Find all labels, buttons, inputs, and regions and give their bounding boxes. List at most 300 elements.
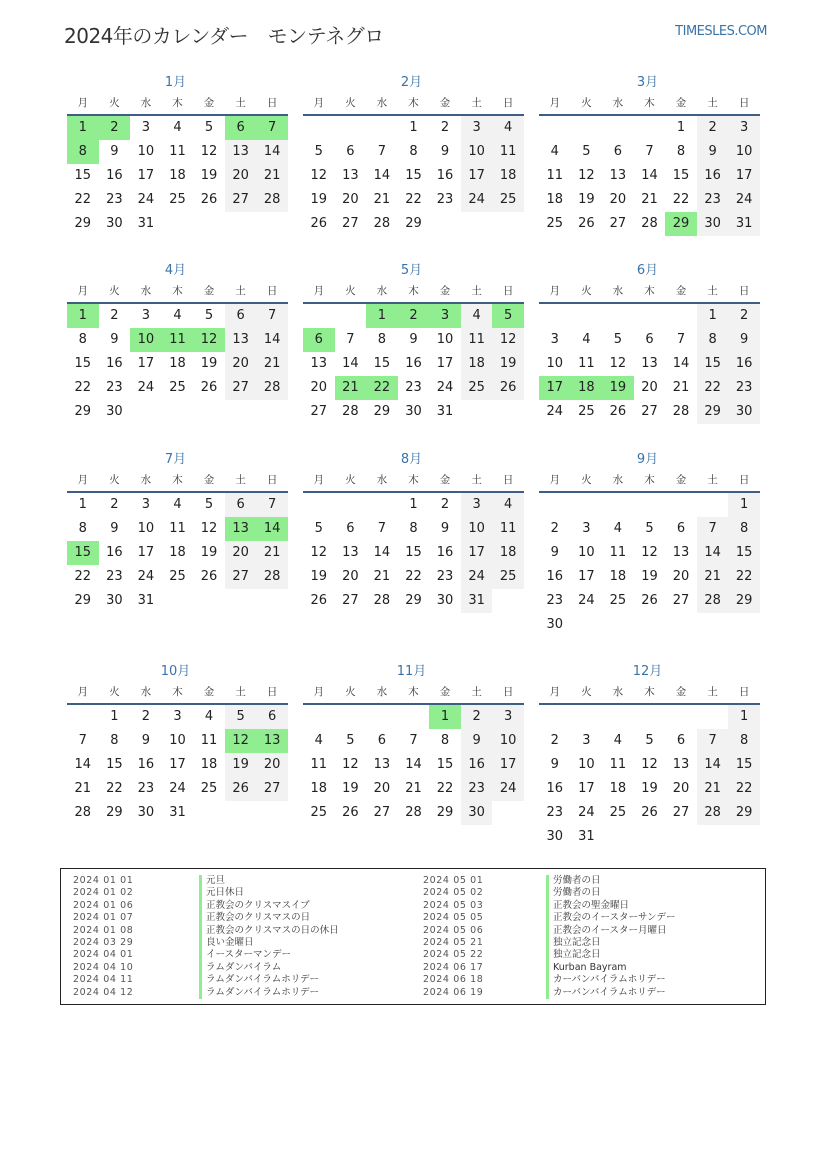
day-cell[interactable]: 10: [169, 733, 186, 748]
day-cell[interactable]: 18: [169, 356, 186, 371]
day-cell[interactable]: 6: [676, 733, 686, 748]
day-cell[interactable]: 24: [461, 188, 493, 212]
day-cell[interactable]: 20: [672, 569, 690, 584]
day-cell[interactable]: 10: [436, 332, 454, 347]
day-cell[interactable]: 10: [461, 140, 493, 164]
day-cell[interactable]: 6: [225, 493, 257, 517]
day-cell[interactable]: 9: [409, 332, 418, 347]
day-cell[interactable]: 8: [440, 733, 450, 748]
day-cell[interactable]: 6: [346, 144, 355, 159]
day-cell[interactable]: 3: [141, 120, 151, 135]
day-cell[interactable]: 5: [346, 733, 355, 748]
day-cell[interactable]: 3: [429, 304, 461, 328]
day-cell[interactable]: 17: [461, 541, 493, 565]
day-cell[interactable]: 25: [578, 404, 595, 419]
day-cell[interactable]: 14: [256, 140, 288, 164]
day-cell[interactable]: 9: [440, 521, 450, 536]
day-cell[interactable]: 10: [578, 757, 595, 772]
day-cell[interactable]: 24: [578, 805, 595, 820]
day-cell[interactable]: 1: [429, 705, 461, 729]
day-cell[interactable]: 7: [409, 733, 418, 748]
day-cell[interactable]: 12: [342, 757, 359, 772]
day-cell[interactable]: 19: [641, 781, 658, 796]
day-cell[interactable]: 9: [550, 757, 559, 772]
day-cell[interactable]: 25: [169, 192, 186, 207]
day-cell[interactable]: 27: [256, 777, 288, 801]
day-cell[interactable]: 1: [409, 497, 418, 512]
day-cell[interactable]: 18: [546, 192, 564, 207]
day-cell[interactable]: 13: [225, 140, 257, 164]
day-cell[interactable]: 2: [461, 705, 493, 729]
day-cell[interactable]: 13: [641, 356, 658, 371]
day-cell[interactable]: 10: [546, 356, 564, 371]
day-cell[interactable]: 12: [641, 545, 658, 560]
day-cell[interactable]: 15: [373, 356, 391, 371]
day-cell[interactable]: 27: [373, 805, 391, 820]
day-cell[interactable]: 6: [613, 144, 623, 159]
day-cell[interactable]: 27: [641, 404, 658, 419]
day-cell[interactable]: 5: [645, 521, 654, 536]
day-cell[interactable]: 21: [373, 192, 391, 207]
day-cell[interactable]: 14: [373, 168, 391, 183]
day-cell[interactable]: 29: [665, 212, 697, 236]
day-cell[interactable]: 30: [546, 829, 564, 844]
day-cell[interactable]: 29: [74, 216, 92, 231]
day-cell[interactable]: 25: [200, 781, 218, 796]
day-cell[interactable]: 9: [141, 733, 151, 748]
day-cell[interactable]: 18: [310, 781, 328, 796]
day-cell[interactable]: 25: [546, 216, 564, 231]
day-cell[interactable]: 2: [110, 497, 119, 512]
day-cell[interactable]: 16: [106, 168, 123, 183]
day-cell[interactable]: 12: [492, 328, 524, 352]
day-cell[interactable]: 16: [697, 164, 729, 188]
day-cell[interactable]: 26: [225, 777, 257, 801]
day-cell[interactable]: 5: [492, 304, 524, 328]
day-cell[interactable]: 22: [106, 781, 123, 796]
day-cell[interactable]: 13: [609, 168, 627, 183]
day-cell[interactable]: 18: [571, 376, 603, 400]
day-cell[interactable]: 15: [672, 168, 690, 183]
day-cell[interactable]: 16: [106, 356, 123, 371]
day-cell[interactable]: 18: [169, 168, 186, 183]
day-cell[interactable]: 12: [225, 729, 257, 753]
day-cell[interactable]: 17: [169, 757, 186, 772]
day-cell[interactable]: 18: [461, 352, 493, 376]
day-cell[interactable]: 4: [461, 304, 493, 328]
day-cell[interactable]: 27: [672, 593, 690, 608]
day-cell[interactable]: 20: [225, 164, 257, 188]
day-cell[interactable]: 20: [256, 753, 288, 777]
day-cell[interactable]: 2: [550, 521, 559, 536]
day-cell[interactable]: 5: [582, 144, 591, 159]
day-cell[interactable]: 26: [200, 192, 218, 207]
day-cell[interactable]: 15: [405, 545, 422, 560]
day-cell[interactable]: 31: [728, 212, 760, 236]
day-cell[interactable]: 12: [578, 168, 595, 183]
day-cell[interactable]: 4: [492, 493, 524, 517]
day-cell[interactable]: 29: [74, 593, 92, 608]
day-cell[interactable]: 24: [137, 380, 155, 395]
day-cell[interactable]: 14: [256, 517, 288, 541]
day-cell[interactable]: 22: [728, 777, 760, 801]
day-cell[interactable]: 4: [314, 733, 323, 748]
day-cell[interactable]: 18: [609, 781, 627, 796]
day-cell[interactable]: 25: [310, 805, 328, 820]
day-cell[interactable]: 11: [578, 356, 595, 371]
day-cell[interactable]: 21: [256, 541, 288, 565]
day-cell[interactable]: 16: [461, 753, 493, 777]
day-cell[interactable]: 2: [110, 308, 119, 323]
day-cell[interactable]: 11: [609, 757, 627, 772]
day-cell[interactable]: 30: [436, 593, 454, 608]
day-cell[interactable]: 6: [303, 328, 335, 352]
day-cell[interactable]: 29: [373, 404, 391, 419]
day-cell[interactable]: 19: [641, 569, 658, 584]
day-cell[interactable]: 9: [461, 729, 493, 753]
day-cell[interactable]: 20: [373, 781, 391, 796]
day-cell[interactable]: 21: [672, 380, 690, 395]
day-cell[interactable]: 13: [256, 729, 288, 753]
day-cell[interactable]: 4: [173, 120, 182, 135]
day-cell[interactable]: 12: [310, 545, 328, 560]
day-cell[interactable]: 20: [225, 352, 257, 376]
day-cell[interactable]: 28: [373, 593, 391, 608]
day-cell[interactable]: 23: [728, 376, 760, 400]
day-cell[interactable]: 9: [728, 328, 760, 352]
day-cell[interactable]: 22: [366, 376, 398, 400]
day-cell[interactable]: 24: [169, 781, 186, 796]
day-cell[interactable]: 10: [492, 729, 524, 753]
day-cell[interactable]: 5: [645, 733, 654, 748]
day-cell[interactable]: 13: [342, 168, 359, 183]
day-cell[interactable]: 20: [609, 192, 627, 207]
day-cell[interactable]: 1: [409, 120, 418, 135]
day-cell[interactable]: 23: [546, 593, 564, 608]
day-cell[interactable]: 21: [256, 164, 288, 188]
day-cell[interactable]: 20: [342, 192, 359, 207]
day-cell[interactable]: 3: [492, 705, 524, 729]
day-cell[interactable]: 27: [672, 805, 690, 820]
day-cell[interactable]: 10: [137, 144, 155, 159]
day-cell[interactable]: 5: [314, 144, 323, 159]
day-cell[interactable]: 26: [641, 593, 658, 608]
day-cell[interactable]: 27: [225, 188, 257, 212]
day-cell[interactable]: 11: [162, 328, 194, 352]
day-cell[interactable]: 5: [613, 332, 623, 347]
day-cell[interactable]: 6: [256, 705, 288, 729]
day-cell[interactable]: 25: [609, 593, 627, 608]
day-cell[interactable]: 31: [137, 216, 155, 231]
day-cell[interactable]: 21: [335, 376, 367, 400]
day-cell[interactable]: 28: [74, 805, 92, 820]
day-cell[interactable]: 14: [342, 356, 359, 371]
day-cell[interactable]: 14: [373, 545, 391, 560]
day-cell[interactable]: 7: [78, 733, 87, 748]
day-cell[interactable]: 13: [373, 757, 391, 772]
day-cell[interactable]: 17: [461, 164, 493, 188]
day-cell[interactable]: 5: [204, 497, 214, 512]
day-cell[interactable]: 29: [728, 801, 760, 825]
day-cell[interactable]: 16: [405, 356, 422, 371]
day-cell[interactable]: 26: [342, 805, 359, 820]
day-cell[interactable]: 21: [697, 565, 729, 589]
brand-logo[interactable]: TIMESLES.COM: [675, 24, 767, 39]
day-cell[interactable]: 7: [645, 144, 654, 159]
day-cell[interactable]: 12: [200, 521, 218, 536]
day-cell[interactable]: 8: [67, 140, 99, 164]
day-cell[interactable]: 3: [550, 332, 559, 347]
day-cell[interactable]: 6: [676, 521, 686, 536]
day-cell[interactable]: 22: [74, 192, 92, 207]
day-cell[interactable]: 29: [436, 805, 454, 820]
day-cell[interactable]: 25: [609, 805, 627, 820]
day-cell[interactable]: 1: [110, 709, 119, 724]
day-cell[interactable]: 4: [582, 332, 591, 347]
day-cell[interactable]: 31: [169, 805, 186, 820]
day-cell[interactable]: 2: [440, 120, 450, 135]
day-cell[interactable]: 13: [672, 757, 690, 772]
day-cell[interactable]: 15: [67, 541, 99, 565]
day-cell[interactable]: 15: [74, 168, 92, 183]
day-cell[interactable]: 8: [728, 517, 760, 541]
day-cell[interactable]: 9: [110, 332, 119, 347]
day-cell[interactable]: 13: [225, 328, 257, 352]
day-cell[interactable]: 4: [173, 497, 182, 512]
day-cell[interactable]: 14: [672, 356, 690, 371]
day-cell[interactable]: 27: [342, 593, 359, 608]
day-cell[interactable]: 17: [492, 753, 524, 777]
day-cell[interactable]: 2: [99, 116, 131, 140]
day-cell[interactable]: 28: [256, 376, 288, 400]
day-cell[interactable]: 28: [342, 404, 359, 419]
day-cell[interactable]: 30: [546, 617, 564, 632]
day-cell[interactable]: 9: [440, 144, 450, 159]
day-cell[interactable]: 10: [461, 517, 493, 541]
day-cell[interactable]: 7: [256, 116, 288, 140]
day-cell[interactable]: 1: [697, 304, 729, 328]
day-cell[interactable]: 17: [137, 356, 155, 371]
day-cell[interactable]: 7: [676, 332, 686, 347]
day-cell[interactable]: 27: [225, 376, 257, 400]
day-cell[interactable]: 7: [377, 144, 387, 159]
day-cell[interactable]: 11: [310, 757, 328, 772]
day-cell[interactable]: 2: [398, 304, 430, 328]
day-cell[interactable]: 11: [200, 733, 218, 748]
day-cell[interactable]: 15: [405, 168, 422, 183]
day-cell[interactable]: 23: [405, 380, 422, 395]
day-cell[interactable]: 1: [728, 493, 760, 517]
day-cell[interactable]: 5: [204, 308, 214, 323]
day-cell[interactable]: 22: [728, 565, 760, 589]
day-cell[interactable]: 31: [461, 589, 493, 613]
day-cell[interactable]: 28: [697, 589, 729, 613]
day-cell[interactable]: 21: [697, 777, 729, 801]
day-cell[interactable]: 7: [346, 332, 355, 347]
day-cell[interactable]: 20: [225, 541, 257, 565]
day-cell[interactable]: 18: [200, 757, 218, 772]
day-cell[interactable]: 8: [676, 144, 686, 159]
day-cell[interactable]: 29: [728, 589, 760, 613]
day-cell[interactable]: 1: [67, 304, 99, 328]
day-cell[interactable]: 22: [697, 376, 729, 400]
day-cell[interactable]: 30: [106, 593, 123, 608]
day-cell[interactable]: 12: [609, 356, 627, 371]
day-cell[interactable]: 16: [728, 352, 760, 376]
day-cell[interactable]: 1: [67, 116, 99, 140]
day-cell[interactable]: 20: [310, 380, 328, 395]
day-cell[interactable]: 8: [110, 733, 119, 748]
day-cell[interactable]: 8: [728, 729, 760, 753]
day-cell[interactable]: 11: [461, 328, 493, 352]
day-cell[interactable]: 18: [492, 164, 524, 188]
day-cell[interactable]: 22: [405, 569, 422, 584]
day-cell[interactable]: 30: [697, 212, 729, 236]
day-cell[interactable]: 1: [676, 120, 686, 135]
day-cell[interactable]: 19: [200, 356, 218, 371]
day-cell[interactable]: 16: [137, 757, 155, 772]
day-cell[interactable]: 28: [641, 216, 658, 231]
day-cell[interactable]: 17: [539, 376, 571, 400]
day-cell[interactable]: 30: [405, 404, 422, 419]
day-cell[interactable]: 2: [440, 497, 450, 512]
day-cell[interactable]: 13: [310, 356, 328, 371]
day-cell[interactable]: 15: [106, 757, 123, 772]
day-cell[interactable]: 6: [346, 521, 355, 536]
day-cell[interactable]: 3: [728, 116, 760, 140]
day-cell[interactable]: 16: [436, 168, 454, 183]
day-cell[interactable]: 31: [578, 829, 595, 844]
day-cell[interactable]: 4: [173, 308, 182, 323]
day-cell[interactable]: 4: [613, 521, 623, 536]
day-cell[interactable]: 6: [225, 116, 257, 140]
day-cell[interactable]: 14: [697, 541, 729, 565]
day-cell[interactable]: 15: [728, 541, 760, 565]
day-cell[interactable]: 7: [377, 521, 387, 536]
day-cell[interactable]: 9: [550, 545, 559, 560]
day-cell[interactable]: 13: [225, 517, 257, 541]
day-cell[interactable]: 29: [74, 404, 92, 419]
day-cell[interactable]: 1: [366, 304, 398, 328]
day-cell[interactable]: 1: [78, 497, 87, 512]
day-cell[interactable]: 31: [436, 404, 454, 419]
day-cell[interactable]: 19: [602, 376, 634, 400]
day-cell[interactable]: 19: [492, 352, 524, 376]
day-cell[interactable]: 19: [200, 545, 218, 560]
day-cell[interactable]: 30: [461, 801, 493, 825]
day-cell[interactable]: 14: [74, 757, 92, 772]
day-cell[interactable]: 25: [492, 565, 524, 589]
day-cell[interactable]: 8: [78, 521, 87, 536]
day-cell[interactable]: 16: [436, 545, 454, 560]
day-cell[interactable]: 8: [697, 328, 729, 352]
day-cell[interactable]: 7: [697, 729, 729, 753]
day-cell[interactable]: 16: [546, 569, 564, 584]
day-cell[interactable]: 24: [137, 192, 155, 207]
day-cell[interactable]: 2: [550, 733, 559, 748]
day-cell[interactable]: 10: [728, 140, 760, 164]
day-cell[interactable]: 7: [697, 517, 729, 541]
day-cell[interactable]: 14: [405, 757, 422, 772]
day-cell[interactable]: 29: [697, 400, 729, 424]
day-cell[interactable]: 16: [106, 545, 123, 560]
day-cell[interactable]: 11: [169, 521, 186, 536]
day-cell[interactable]: 20: [641, 380, 658, 395]
day-cell[interactable]: 17: [728, 164, 760, 188]
day-cell[interactable]: 18: [169, 545, 186, 560]
day-cell[interactable]: 24: [137, 569, 155, 584]
day-cell[interactable]: 5: [204, 120, 214, 135]
day-cell[interactable]: 9: [110, 144, 119, 159]
day-cell[interactable]: 26: [641, 805, 658, 820]
day-cell[interactable]: 27: [310, 404, 328, 419]
day-cell[interactable]: 13: [342, 545, 359, 560]
day-cell[interactable]: 12: [310, 168, 328, 183]
day-cell[interactable]: 5: [225, 705, 257, 729]
day-cell[interactable]: 23: [546, 805, 564, 820]
day-cell[interactable]: 8: [409, 521, 418, 536]
day-cell[interactable]: 4: [550, 144, 559, 159]
day-cell[interactable]: 24: [436, 380, 454, 395]
day-cell[interactable]: 17: [578, 569, 595, 584]
day-cell[interactable]: 17: [137, 545, 155, 560]
day-cell[interactable]: 16: [546, 781, 564, 796]
day-cell[interactable]: 8: [377, 332, 387, 347]
day-cell[interactable]: 24: [461, 565, 493, 589]
day-cell[interactable]: 30: [106, 216, 123, 231]
day-cell[interactable]: 3: [141, 497, 151, 512]
day-cell[interactable]: 10: [137, 521, 155, 536]
day-cell[interactable]: 29: [405, 216, 422, 231]
day-cell[interactable]: 2: [697, 116, 729, 140]
day-cell[interactable]: 23: [697, 188, 729, 212]
day-cell[interactable]: 3: [173, 709, 182, 724]
day-cell[interactable]: 10: [130, 328, 162, 352]
day-cell[interactable]: 4: [613, 733, 623, 748]
day-cell[interactable]: 26: [200, 569, 218, 584]
day-cell[interactable]: 3: [461, 116, 493, 140]
day-cell[interactable]: 5: [314, 521, 323, 536]
day-cell[interactable]: 8: [78, 332, 87, 347]
day-cell[interactable]: 28: [256, 188, 288, 212]
day-cell[interactable]: 30: [728, 400, 760, 424]
day-cell[interactable]: 6: [645, 332, 654, 347]
day-cell[interactable]: 26: [578, 216, 595, 231]
day-cell[interactable]: 3: [582, 521, 591, 536]
day-cell[interactable]: 15: [74, 356, 92, 371]
day-cell[interactable]: 7: [256, 493, 288, 517]
day-cell[interactable]: 22: [672, 192, 690, 207]
day-cell[interactable]: 14: [256, 328, 288, 352]
day-cell[interactable]: 11: [546, 168, 564, 183]
day-cell[interactable]: 14: [697, 753, 729, 777]
day-cell[interactable]: 13: [672, 545, 690, 560]
day-cell[interactable]: 24: [546, 404, 564, 419]
day-cell[interactable]: 8: [409, 144, 418, 159]
day-cell[interactable]: 14: [641, 168, 658, 183]
day-cell[interactable]: 26: [310, 216, 328, 231]
day-cell[interactable]: 27: [342, 216, 359, 231]
day-cell[interactable]: 25: [461, 376, 493, 400]
day-cell[interactable]: 23: [461, 777, 493, 801]
day-cell[interactable]: 12: [641, 757, 658, 772]
day-cell[interactable]: 3: [582, 733, 591, 748]
day-cell[interactable]: 22: [74, 380, 92, 395]
day-cell[interactable]: 26: [310, 593, 328, 608]
day-cell[interactable]: 10: [578, 545, 595, 560]
day-cell[interactable]: 20: [672, 781, 690, 796]
day-cell[interactable]: 9: [697, 140, 729, 164]
